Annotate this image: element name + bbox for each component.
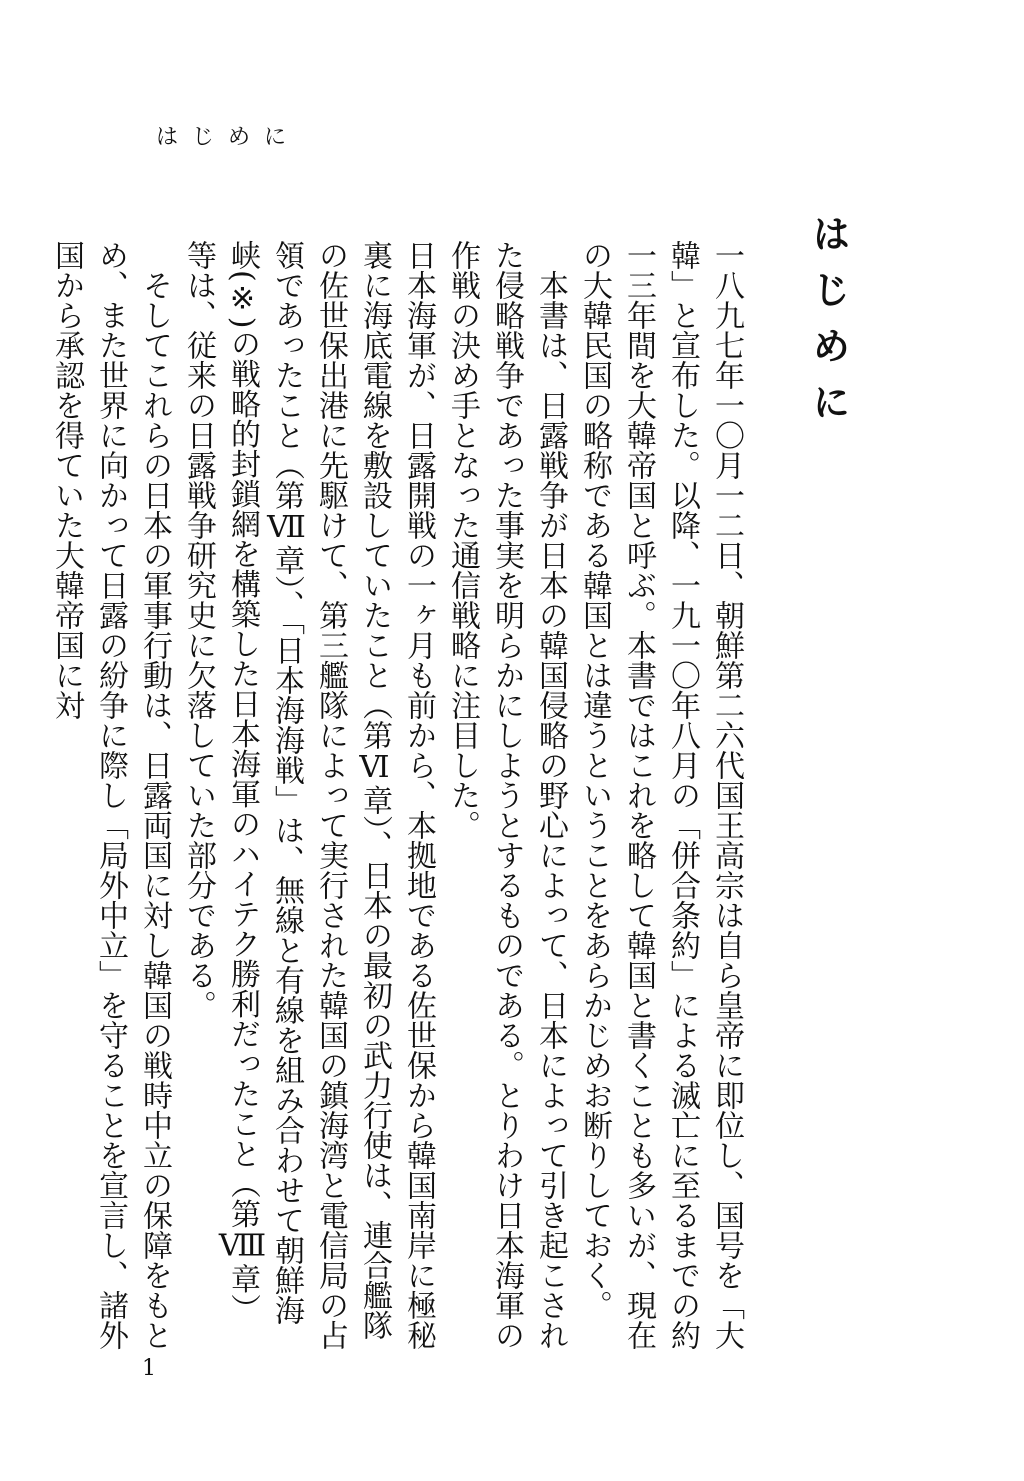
paragraph: 本書は、日露戦争が日本の韓国侵略の野心によって、日本によって引き起こされた侵略戦争であった事実を明らかにしようとするものである。とりわけ日本海軍の作戦の決め手となった通信戦略に注目した。 bbox=[445, 240, 568, 1350]
paragraph: 一八九七年一〇月一二日、朝鮮第二六代国王高宗は自ら皇帝に即位し、国号を「大韓」と宣布した。以降、一九一〇年八月の「併合条約」による滅亡に至るまでの約一三年間を大韓帝国と呼ぶ。本書ではこれを略して韓国と書くことも多いが、現在の大韓民国の略称である韓国とは違うということをあらかじめお断りしておく。 bbox=[577, 240, 744, 1350]
running-head: はじめに bbox=[156, 125, 301, 150]
paragraph: そしてこれらの日本の軍事行動は、日露両国に対し韓国の戦時中立の保障をもとめ、また世界に向かって日露の紛争に際し「局外中立」を守ることを宣言し、諸外国から承認を得ていた大韓帝国に対 bbox=[49, 240, 172, 1350]
body-text bbox=[49, 240, 748, 1350]
page-number: 1 bbox=[142, 1356, 156, 1381]
chapter-title: はじめに bbox=[806, 214, 851, 438]
paragraph: 日本海軍が、日露開戦の一ヶ月も前から、本拠地である佐世保から韓国南岸に極秘裏に海底電線を敷設していたこと（第Ⅵ章）、日本の最初の武力行使は、連合艦隊の佐世保出港に先駆けて、第三艦隊によって実行された韓国の鎮海湾と電信局の占領であったこと（第Ⅶ章）、「日本海海戦」は、無線と有線を組み合わせて朝鮮海峡(※)の戦略的封鎖網を構築した日本海軍のハイテク勝利だったこと（第Ⅷ章）等は、従来の日露戦争研究史に欠落していた部分である。 bbox=[181, 240, 436, 1350]
